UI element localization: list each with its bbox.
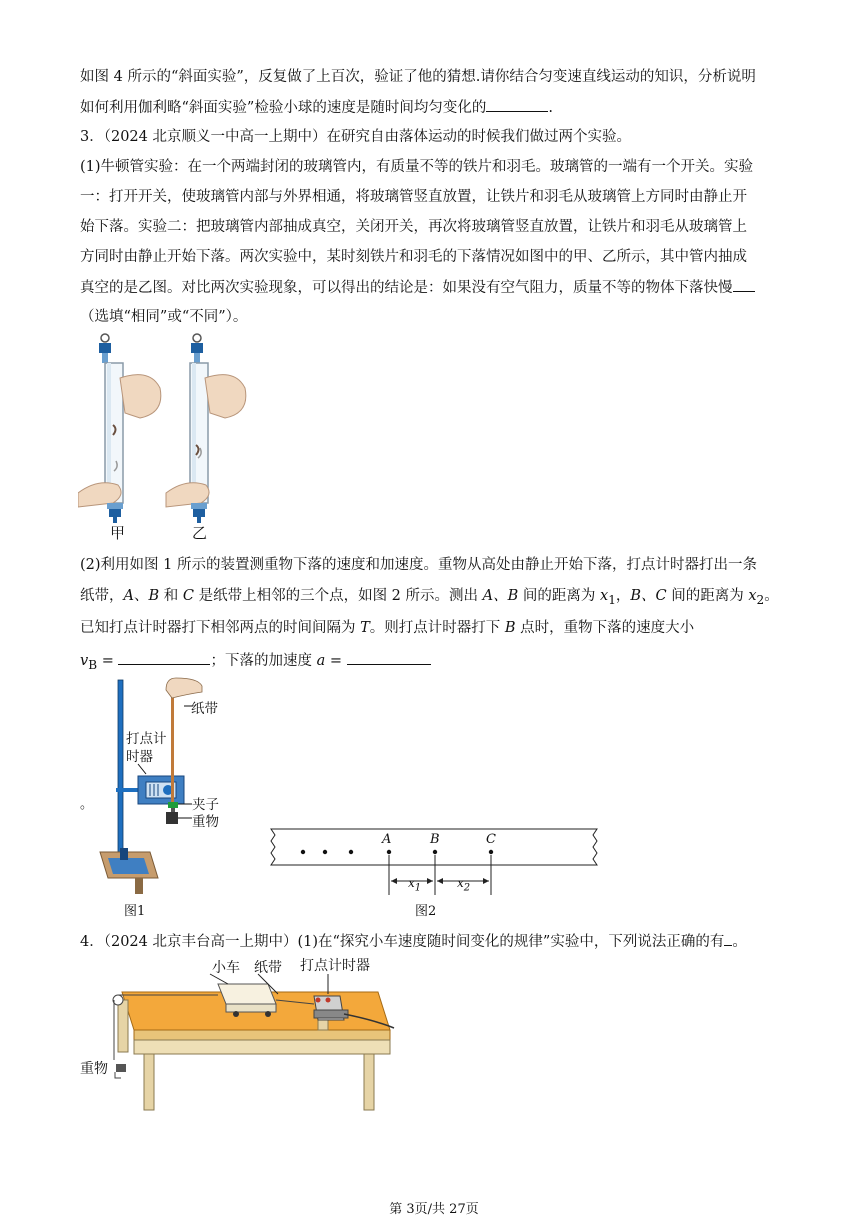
q4-label-paper: 纸带 xyxy=(254,960,282,976)
tape-label-c: C xyxy=(486,832,496,847)
tape-dot xyxy=(349,850,353,854)
q4-header: 4．（2024 北京丰台高一上期中）(1)在“探究小车速度随时间变化的规律”实验中，下列说法正确的有 。 xyxy=(80,931,747,952)
q3-p2-line1: (2)利用如图 1 所示的装置测重物下落的速度和加速度。重物从高处由静止开始下落，打点计时器打出一条 xyxy=(80,557,757,573)
q3-p1-line: 一：打开开关，使玻璃管内部与外界相通，将玻璃管竖直放置，让铁片和羽毛从玻璃管上方同时由静止开 xyxy=(80,189,747,205)
tape-label-x2: $x_2$ xyxy=(457,876,471,894)
q3-p1-line: 始下落。实验二：把玻璃管内部抽成真空，关闭开关，再次将玻璃管竖直放置，让铁片和羽毛从玻璃管上 xyxy=(80,219,747,235)
fig1-label-weight: 重物 xyxy=(192,814,219,830)
tube-jia xyxy=(78,334,161,523)
fig1-caption: 图1 xyxy=(124,904,146,919)
q4-label-cart: 小车 xyxy=(212,960,240,976)
tape-dot xyxy=(301,850,305,854)
q3-p2-line4: $v_B$ = ；下落的加速度 a = xyxy=(80,650,431,675)
newton-tube-figure xyxy=(78,333,248,543)
fig1-label-paper: 纸带 xyxy=(191,701,218,717)
q4-label-weight: 重物 xyxy=(80,1061,108,1077)
q3-p2-line2: 纸带，A、B 和 C 是纸带上相邻的三个点，如图 2 所示。测出 A、B 间的距离为 $x_1$，B、C 间的距离为 $x_2$。 xyxy=(80,588,779,607)
tape-label-x1: $x_1$ xyxy=(408,876,422,894)
tape-dot-a xyxy=(387,850,391,854)
q3-p1-line: (1)牛顿管实验：在一个两端封闭的玻璃管内，有质量不等的铁片和羽毛。玻璃管的一端有一个开关。实验 xyxy=(80,159,754,175)
fig1-label-timer: 打点计 xyxy=(126,731,167,747)
q3-p2-line3: 已知打点计时器打下相邻两点的时间间隔为 T。则打点计时器打下 B 点时，重物下落的速度大小 xyxy=(80,620,695,636)
tape-label-a: A xyxy=(382,832,392,847)
figure1-apparatus xyxy=(80,676,250,898)
q2-answer-blank[interactable] xyxy=(486,97,548,112)
tape-label-b: B xyxy=(430,832,440,847)
a-answer-blank[interactable] xyxy=(347,650,431,665)
fig2-caption: 图2 xyxy=(415,904,437,919)
page-footer: 第 3页/共 27页 xyxy=(389,1202,479,1217)
q3-p1-answer-blank[interactable] xyxy=(733,277,755,292)
q3-header: 3．（2024 北京顺义一中高一上期中）在研究自由落体运动的时候我们做过两个实验。 xyxy=(80,129,631,145)
tape-dot xyxy=(323,850,327,854)
q3-p1-line: 真空的是乙图。对比两次实验现象，可以得出的结论是：如果没有空气阻力，质量不等的物体下落快慢 xyxy=(80,277,755,298)
q2-text-line2: 如何利用伽利略“斜面实验”检验小球的速度是随时间均匀变化的 . xyxy=(80,97,553,118)
fig1-label-clip: 夹子 xyxy=(192,797,219,813)
vb-answer-blank[interactable] xyxy=(118,650,210,665)
q4-label-timer: 打点计时器 xyxy=(300,958,370,974)
q2-text-line1: 如图 4 所示的“斜面实验”，反复做了上百次，验证了他的猜想.请你结合匀变速直线运动的知识，分析说明 xyxy=(80,69,756,85)
cart-experiment-figure xyxy=(78,960,398,1115)
q3-p1-last: （选填“相同”或“不同”）。 xyxy=(80,309,248,325)
tape-dot-b xyxy=(433,850,437,854)
tape-dot-c xyxy=(489,850,493,854)
tube-label-jia: 甲 xyxy=(110,524,126,542)
tube-label-yi: 乙 xyxy=(192,524,208,542)
tube-yi xyxy=(166,334,246,523)
q3-p1-line: 方同时由静止开始下落。两次实验中，某时刻铁片和羽毛的下落情况如图中的甲、乙所示，其中管内抽成 xyxy=(80,249,747,265)
stray-period: 。 xyxy=(80,797,94,812)
fig1-label-timer: 时器 xyxy=(126,749,153,765)
